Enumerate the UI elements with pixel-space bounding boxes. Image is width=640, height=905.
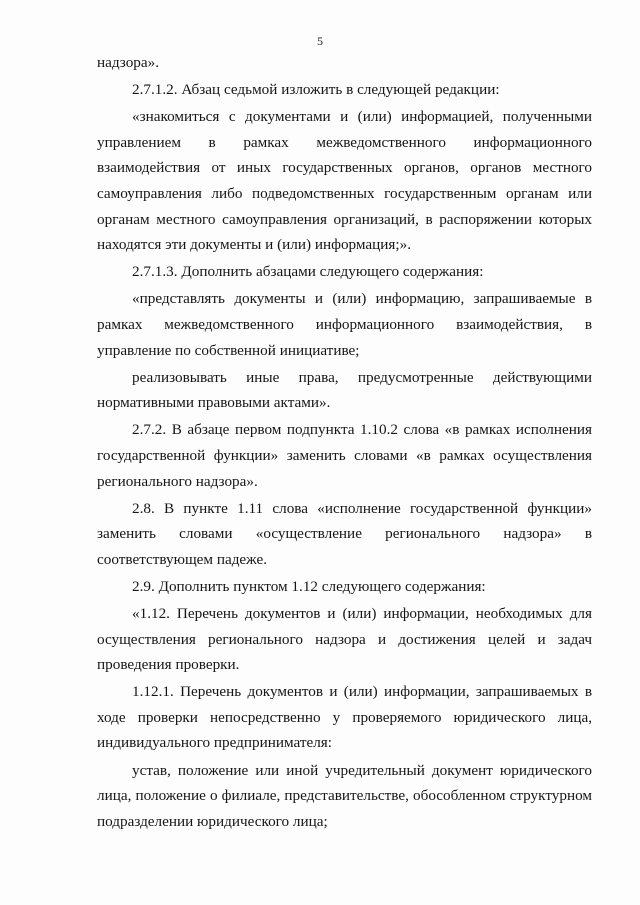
paragraph: 2.7.2. В абзаце первом подпункта 1.10.2 слова «в рамках исполнения государственной функции» заменить словами «в рамках осуществления регионального надзора».	[97, 421, 592, 490]
paragraph: «знакомиться с документами и (или) информацией, полученными управлением в рамках межведомственного информационного взаимодействия от иных государственных органов, органов местного самоуправления либо подведомственных государственным органам или органам местного самоуправления организаций, в распоряжении которых находятся эти документы и (или) информация;».	[97, 108, 592, 254]
paragraph: 2.8. В пункте 1.11 слова «исполнение государственной функции» заменить словами «осуществление регионального надзора» в соответствующем падеже.	[97, 499, 592, 568]
paragraph: надзора».	[97, 54, 160, 71]
document-body	[97, 50, 592, 836]
paragraph: 2.7.1.2. Абзац седьмой изложить в следующей редакции:	[132, 81, 500, 99]
paragraph: «1.12. Перечень документов и (или) информации, необходимых для осуществления регионального надзора и достижения целей и задач проведения проверки.	[97, 604, 592, 674]
page-number: 5	[317, 34, 323, 48]
paragraph: устав, положение или иной учредительный документ юридического лица, положение о филиале, представительстве, обособленном структурном подразделении юридического лица;	[97, 761, 592, 830]
paragraph: реализовывать иные права, предусмотренные действующими нормативными правовыми актами».	[97, 368, 592, 412]
paragraph: 1.12.1. Перечень документов и (или) информации, запрашиваемых в ходе проверки непосредственно у проверяемого юридического лица, индивидуального предпринимателя:	[97, 683, 592, 752]
paragraph: 2.7.1.3. Дополнить абзацами следующего содержания:	[132, 263, 484, 281]
paragraph: 2.9. Дополнить пунктом 1.12 следующего содержания:	[132, 577, 486, 595]
paragraph: «представлять документы и (или) информацию, запрашиваемые в рамках межведомственного информационного взаимодействия, в управление по собственной инициативе;	[97, 290, 592, 359]
